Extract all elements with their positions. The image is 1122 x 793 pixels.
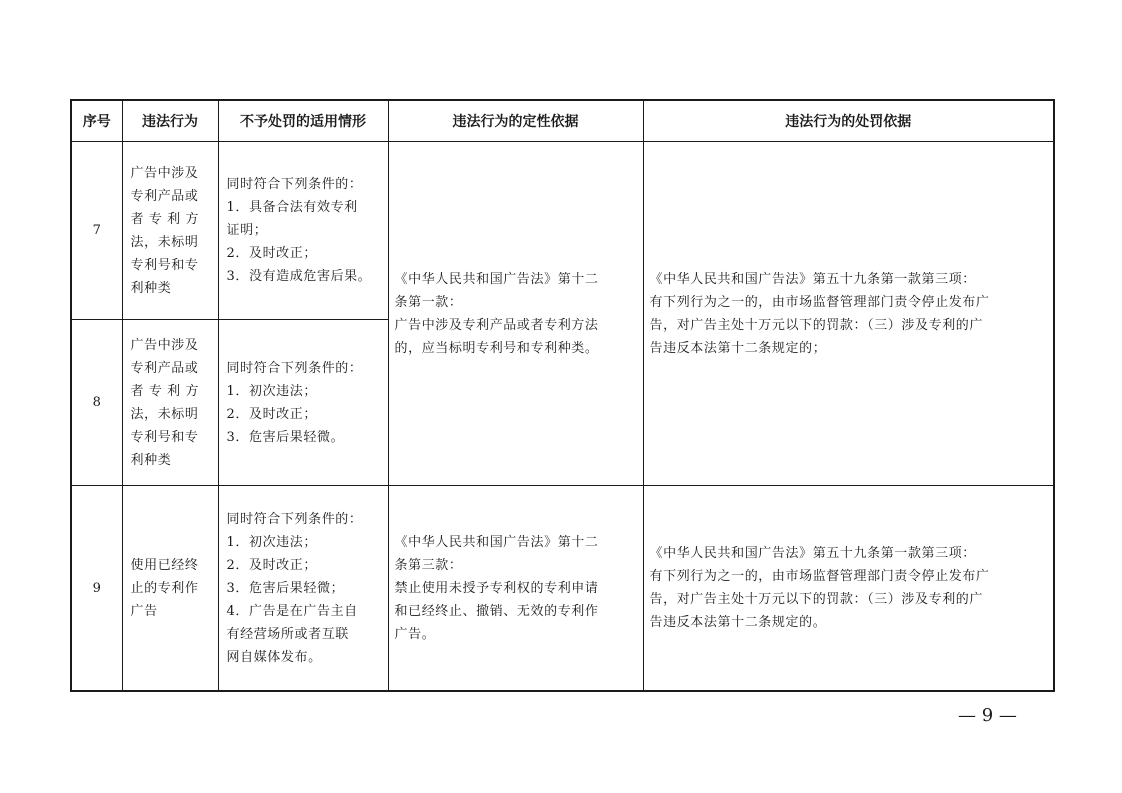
text-line: 《中华人民共和国广告法》第五十九条第一款第三项： xyxy=(649,271,976,287)
row-number: 8 xyxy=(71,320,122,486)
violation-cell xyxy=(122,320,218,486)
text-line: 广告中涉及专利产品或者专利方法 xyxy=(394,317,599,333)
header-violation: 违法行为 xyxy=(122,100,218,142)
header-seq: 序号 xyxy=(71,100,122,142)
text-line: 同时符合下列条件的： xyxy=(226,177,363,192)
text-line: 广告中涉及 xyxy=(130,165,199,181)
row-number: 7 xyxy=(71,142,122,320)
exemption-cell xyxy=(218,486,388,692)
penalty-cell xyxy=(643,142,1054,486)
text-line: 2．及时改正； xyxy=(226,406,317,422)
exemption-cell xyxy=(218,320,388,486)
text-line: 2．及时改正； xyxy=(226,246,317,261)
text-line: 专利产品或 xyxy=(130,360,199,376)
text-line: 4．广告是在广告主自 xyxy=(226,603,358,619)
header-penalty: 违法行为的处罚依据 xyxy=(643,100,1054,142)
text-line: 条第一款： xyxy=(394,294,463,310)
table-row xyxy=(71,142,1054,320)
text-line: 止的专利作 xyxy=(130,580,199,596)
text-line: 者 专 利 方 xyxy=(130,383,200,399)
text-line: 2．及时改正； xyxy=(226,557,317,573)
text-line: 专利号和专 xyxy=(130,257,199,273)
text-line: 1．具备合法有效专利 xyxy=(226,200,358,215)
text-line: 1．初次违法； xyxy=(226,534,317,550)
text-line: 有下列行为之一的，由市场监督管理部门责令停止发布广 xyxy=(649,294,990,310)
row-number: 9 xyxy=(71,486,122,692)
penalty-cell xyxy=(643,486,1054,692)
text-line: 利种类 xyxy=(130,452,172,468)
regulation-table xyxy=(70,99,1055,692)
violation-cell xyxy=(122,142,218,320)
text-line: 和已经终止、撤销、无效的专利作 xyxy=(394,603,599,619)
text-line: 利种类 xyxy=(130,280,172,296)
table-row xyxy=(71,486,1054,692)
text-line: 证明； xyxy=(226,223,268,238)
text-line: 的，应当标明专利号和专利种类。 xyxy=(394,340,599,356)
text-line: 者 专 利 方 xyxy=(130,211,200,227)
text-line: 法，未标明 xyxy=(130,406,199,422)
page-number: — 9 — xyxy=(958,705,1017,726)
header-exemption: 不予处罚的适用情形 xyxy=(218,100,388,142)
text-line: 告违反本法第十二条规定的； xyxy=(649,340,827,356)
text-line: 广告 xyxy=(130,603,158,619)
text-line: 同时符合下列条件的： xyxy=(226,511,363,527)
text-line: 有下列行为之一的，由市场监督管理部门责令停止发布广 xyxy=(649,569,990,584)
text-line: 告，对广告主处十万元以下的罚款：（三）涉及专利的广 xyxy=(649,317,984,333)
text-line: 网自媒体发布。 xyxy=(226,649,322,665)
text-line: 3．没有造成危害后果。 xyxy=(226,269,372,284)
header-basis: 违法行为的定性依据 xyxy=(388,100,643,142)
text-line: 《中华人民共和国广告法》第十二 xyxy=(394,271,599,287)
text-line: 《中华人民共和国广告法》第五十九条第一款第三项： xyxy=(649,546,976,561)
text-line: 告，对广告主处十万元以下的罚款：（三）涉及专利的广 xyxy=(649,592,984,607)
text-line: 告违反本法第十二条规定的。 xyxy=(649,615,827,630)
text-line: 专利号和专 xyxy=(130,429,199,445)
header-row xyxy=(71,100,1054,142)
text-line: 使用已经终 xyxy=(130,557,199,573)
text-line: 《中华人民共和国广告法》第十二 xyxy=(394,534,599,550)
exemption-cell xyxy=(218,142,388,320)
text-line: 法，未标明 xyxy=(130,234,199,250)
basis-cell xyxy=(388,142,643,486)
basis-cell xyxy=(388,486,643,692)
text-line: 专利产品或 xyxy=(130,188,199,204)
text-line: 条第三款： xyxy=(394,557,463,573)
violation-cell xyxy=(122,486,218,692)
text-line: 禁止使用未授予专利权的专利申请 xyxy=(394,580,599,596)
text-line: 有经营场所或者互联 xyxy=(226,626,349,642)
text-line: 同时符合下列条件的： xyxy=(226,360,363,376)
text-line: 3．危害后果轻微。 xyxy=(226,429,345,445)
text-line: 3．危害后果轻微； xyxy=(226,580,345,596)
text-line: 1．初次违法； xyxy=(226,383,317,399)
text-line: 广告中涉及 xyxy=(130,337,199,353)
text-line: 广告。 xyxy=(394,626,436,642)
